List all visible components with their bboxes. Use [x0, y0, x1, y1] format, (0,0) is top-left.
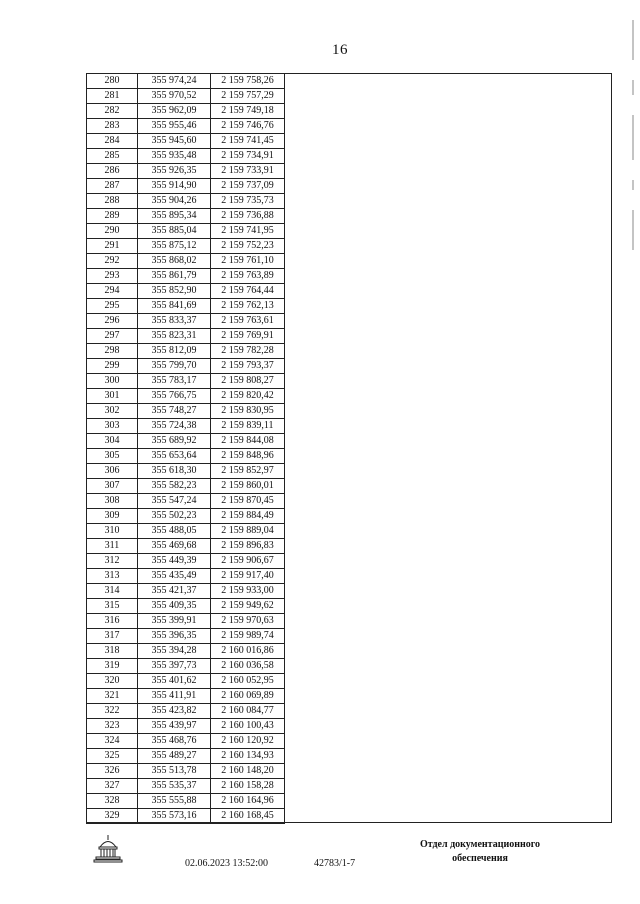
- table-row: [87, 599, 285, 614]
- coordinates-table: [86, 73, 285, 824]
- table-row: [87, 374, 285, 389]
- table-row: [87, 644, 285, 659]
- table-row: [87, 269, 285, 284]
- x-coordinate-cell: 355 449,39: [138, 554, 211, 569]
- point-number-cell: 300: [87, 374, 138, 389]
- x-coordinate-cell: 355 421,37: [138, 584, 211, 599]
- x-coordinate-cell: 355 812,09: [138, 344, 211, 359]
- x-coordinate-cell: 355 861,79: [138, 269, 211, 284]
- point-number-cell: 302: [87, 404, 138, 419]
- point-number-cell: 313: [87, 569, 138, 584]
- point-number-cell: 281: [87, 89, 138, 104]
- x-coordinate-cell: 355 397,73: [138, 659, 211, 674]
- y-coordinate-cell: 2 159 746,76: [211, 119, 285, 134]
- point-number-cell: 294: [87, 284, 138, 299]
- point-number-cell: 315: [87, 599, 138, 614]
- y-coordinate-cell: 2 159 808,27: [211, 374, 285, 389]
- y-coordinate-cell: 2 160 036,58: [211, 659, 285, 674]
- table-row: [87, 149, 285, 164]
- table-row: [87, 614, 285, 629]
- y-coordinate-cell: 2 160 100,43: [211, 719, 285, 734]
- table-row: [87, 584, 285, 599]
- table-row: [87, 134, 285, 149]
- point-number-cell: 329: [87, 809, 138, 824]
- table-row: [87, 569, 285, 584]
- x-coordinate-cell: 355 783,17: [138, 374, 211, 389]
- x-coordinate-cell: 355 833,37: [138, 314, 211, 329]
- y-coordinate-cell: 2 159 917,40: [211, 569, 285, 584]
- x-coordinate-cell: 355 970,52: [138, 89, 211, 104]
- x-coordinate-cell: 355 823,31: [138, 329, 211, 344]
- y-coordinate-cell: 2 159 741,45: [211, 134, 285, 149]
- y-coordinate-cell: 2 159 734,91: [211, 149, 285, 164]
- x-coordinate-cell: 355 914,90: [138, 179, 211, 194]
- x-coordinate-cell: 355 766,75: [138, 389, 211, 404]
- point-number-cell: 312: [87, 554, 138, 569]
- footer-department-line1: Отдел документационного: [419, 839, 541, 850]
- point-number-cell: 290: [87, 224, 138, 239]
- duma-building-emblem-icon: [92, 833, 124, 865]
- x-coordinate-cell: 355 841,69: [138, 299, 211, 314]
- y-coordinate-cell: 2 159 884,49: [211, 509, 285, 524]
- point-number-cell: 296: [87, 314, 138, 329]
- x-coordinate-cell: 355 396,35: [138, 629, 211, 644]
- point-number-cell: 306: [87, 464, 138, 479]
- x-coordinate-cell: 355 955,46: [138, 119, 211, 134]
- x-coordinate-cell: 355 513,78: [138, 764, 211, 779]
- y-coordinate-cell: 2 160 016,86: [211, 644, 285, 659]
- y-coordinate-cell: 2 159 763,89: [211, 269, 285, 284]
- table-row: [87, 764, 285, 779]
- x-coordinate-cell: 355 435,49: [138, 569, 211, 584]
- table-row: [87, 314, 285, 329]
- table-row: [87, 299, 285, 314]
- point-number-cell: 295: [87, 299, 138, 314]
- table-row: [87, 734, 285, 749]
- y-coordinate-cell: 2 159 757,29: [211, 89, 285, 104]
- x-coordinate-cell: 355 502,23: [138, 509, 211, 524]
- x-coordinate-cell: 355 689,92: [138, 434, 211, 449]
- footer-document-number: 42783/1-7: [314, 858, 356, 869]
- point-number-cell: 316: [87, 614, 138, 629]
- scan-edge-marks: [630, 20, 636, 320]
- y-coordinate-cell: 2 159 752,23: [211, 239, 285, 254]
- y-coordinate-cell: 2 159 889,04: [211, 524, 285, 539]
- table-row: [87, 554, 285, 569]
- y-coordinate-cell: 2 159 737,09: [211, 179, 285, 194]
- point-number-cell: 283: [87, 119, 138, 134]
- point-number-cell: 292: [87, 254, 138, 269]
- x-coordinate-cell: 355 469,68: [138, 539, 211, 554]
- y-coordinate-cell: 2 159 933,00: [211, 584, 285, 599]
- x-coordinate-cell: 355 935,48: [138, 149, 211, 164]
- x-coordinate-cell: 355 535,37: [138, 779, 211, 794]
- y-coordinate-cell: 2 159 764,44: [211, 284, 285, 299]
- table-row: [87, 239, 285, 254]
- table-row: [87, 419, 285, 434]
- y-coordinate-cell: 2 159 762,13: [211, 299, 285, 314]
- y-coordinate-cell: 2 159 741,95: [211, 224, 285, 239]
- table-row: [87, 779, 285, 794]
- table-row: [87, 329, 285, 344]
- y-coordinate-cell: 2 159 782,28: [211, 344, 285, 359]
- point-number-cell: 328: [87, 794, 138, 809]
- point-number-cell: 326: [87, 764, 138, 779]
- y-coordinate-cell: 2 160 069,89: [211, 689, 285, 704]
- x-coordinate-cell: 355 489,27: [138, 749, 211, 764]
- point-number-cell: 288: [87, 194, 138, 209]
- table-row: [87, 719, 285, 734]
- footer-department-line2: обеспечения: [452, 853, 508, 864]
- x-coordinate-cell: 355 573,16: [138, 809, 211, 824]
- page-number: 16: [332, 42, 348, 58]
- point-number-cell: 323: [87, 719, 138, 734]
- x-coordinate-cell: 355 852,90: [138, 284, 211, 299]
- y-coordinate-cell: 2 160 164,96: [211, 794, 285, 809]
- point-number-cell: 319: [87, 659, 138, 674]
- y-coordinate-cell: 2 160 148,20: [211, 764, 285, 779]
- table-row: [87, 89, 285, 104]
- table-row: [87, 494, 285, 509]
- point-number-cell: 309: [87, 509, 138, 524]
- y-coordinate-cell: 2 159 860,01: [211, 479, 285, 494]
- y-coordinate-cell: 2 159 769,91: [211, 329, 285, 344]
- table-row: [87, 449, 285, 464]
- y-coordinate-cell: 2 159 830,95: [211, 404, 285, 419]
- point-number-cell: 317: [87, 629, 138, 644]
- x-coordinate-cell: 355 724,38: [138, 419, 211, 434]
- table-row: [87, 389, 285, 404]
- y-coordinate-cell: 2 160 158,28: [211, 779, 285, 794]
- y-coordinate-cell: 2 159 758,26: [211, 74, 285, 89]
- point-number-cell: 299: [87, 359, 138, 374]
- x-coordinate-cell: 355 401,62: [138, 674, 211, 689]
- table-row: [87, 284, 285, 299]
- table-row: [87, 104, 285, 119]
- table-row: [87, 119, 285, 134]
- x-coordinate-cell: 355 945,60: [138, 134, 211, 149]
- x-coordinate-cell: 355 875,12: [138, 239, 211, 254]
- x-coordinate-cell: 355 868,02: [138, 254, 211, 269]
- x-coordinate-cell: 355 468,76: [138, 734, 211, 749]
- point-number-cell: 320: [87, 674, 138, 689]
- y-coordinate-cell: 2 160 084,77: [211, 704, 285, 719]
- y-coordinate-cell: 2 159 906,67: [211, 554, 285, 569]
- table-row: [87, 434, 285, 449]
- x-coordinate-cell: 355 488,05: [138, 524, 211, 539]
- table-row: [87, 509, 285, 524]
- point-number-cell: 298: [87, 344, 138, 359]
- table-row: [87, 179, 285, 194]
- point-number-cell: 324: [87, 734, 138, 749]
- y-coordinate-cell: 2 159 735,73: [211, 194, 285, 209]
- point-number-cell: 305: [87, 449, 138, 464]
- table-row: [87, 344, 285, 359]
- y-coordinate-cell: 2 159 736,88: [211, 209, 285, 224]
- point-number-cell: 289: [87, 209, 138, 224]
- y-coordinate-cell: 2 159 970,63: [211, 614, 285, 629]
- x-coordinate-cell: 355 974,24: [138, 74, 211, 89]
- point-number-cell: 327: [87, 779, 138, 794]
- x-coordinate-cell: 355 748,27: [138, 404, 211, 419]
- point-number-cell: 297: [87, 329, 138, 344]
- y-coordinate-cell: 2 159 763,61: [211, 314, 285, 329]
- footer-department: [400, 838, 560, 866]
- table-row: [87, 629, 285, 644]
- table-row: [87, 479, 285, 494]
- point-number-cell: 280: [87, 74, 138, 89]
- y-coordinate-cell: 2 159 989,74: [211, 629, 285, 644]
- y-coordinate-cell: 2 160 168,45: [211, 809, 285, 824]
- point-number-cell: 287: [87, 179, 138, 194]
- table-row: [87, 254, 285, 269]
- x-coordinate-cell: 355 394,28: [138, 644, 211, 659]
- y-coordinate-cell: 2 160 120,92: [211, 734, 285, 749]
- table-row: [87, 209, 285, 224]
- point-number-cell: 311: [87, 539, 138, 554]
- y-coordinate-cell: 2 159 749,18: [211, 104, 285, 119]
- y-coordinate-cell: 2 160 134,93: [211, 749, 285, 764]
- point-number-cell: 310: [87, 524, 138, 539]
- y-coordinate-cell: 2 159 949,62: [211, 599, 285, 614]
- table-row: [87, 194, 285, 209]
- y-coordinate-cell: 2 159 820,42: [211, 389, 285, 404]
- point-number-cell: 314: [87, 584, 138, 599]
- x-coordinate-cell: 355 799,70: [138, 359, 211, 374]
- x-coordinate-cell: 355 547,24: [138, 494, 211, 509]
- x-coordinate-cell: 355 926,35: [138, 164, 211, 179]
- point-number-cell: 282: [87, 104, 138, 119]
- point-number-cell: 303: [87, 419, 138, 434]
- x-coordinate-cell: 355 582,23: [138, 479, 211, 494]
- table-row: [87, 674, 285, 689]
- y-coordinate-cell: 2 159 870,45: [211, 494, 285, 509]
- table-row: [87, 359, 285, 374]
- footer-datetime: 02.06.2023 13:52:00: [185, 858, 269, 869]
- table-row: [87, 794, 285, 809]
- table-row: [87, 689, 285, 704]
- table-row: [87, 404, 285, 419]
- x-coordinate-cell: 355 399,91: [138, 614, 211, 629]
- y-coordinate-cell: 2 159 848,96: [211, 449, 285, 464]
- point-number-cell: 304: [87, 434, 138, 449]
- point-number-cell: 307: [87, 479, 138, 494]
- table-row: [87, 74, 285, 89]
- x-coordinate-cell: 355 555,88: [138, 794, 211, 809]
- x-coordinate-cell: 355 885,04: [138, 224, 211, 239]
- y-coordinate-cell: 2 159 839,11: [211, 419, 285, 434]
- point-number-cell: 293: [87, 269, 138, 284]
- table-row: [87, 164, 285, 179]
- y-coordinate-cell: 2 159 793,37: [211, 359, 285, 374]
- table-row: [87, 224, 285, 239]
- y-coordinate-cell: 2 160 052,95: [211, 674, 285, 689]
- point-number-cell: 291: [87, 239, 138, 254]
- point-number-cell: 321: [87, 689, 138, 704]
- x-coordinate-cell: 355 618,30: [138, 464, 211, 479]
- y-coordinate-cell: 2 159 852,97: [211, 464, 285, 479]
- table-row: [87, 464, 285, 479]
- y-coordinate-cell: 2 159 761,10: [211, 254, 285, 269]
- table-row: [87, 749, 285, 764]
- point-number-cell: 285: [87, 149, 138, 164]
- y-coordinate-cell: 2 159 896,83: [211, 539, 285, 554]
- x-coordinate-cell: 355 439,97: [138, 719, 211, 734]
- table-row: [87, 659, 285, 674]
- x-coordinate-cell: 355 411,91: [138, 689, 211, 704]
- table-row: [87, 704, 285, 719]
- point-number-cell: 318: [87, 644, 138, 659]
- x-coordinate-cell: 355 962,09: [138, 104, 211, 119]
- table-row: [87, 539, 285, 554]
- x-coordinate-cell: 355 409,35: [138, 599, 211, 614]
- x-coordinate-cell: 355 895,34: [138, 209, 211, 224]
- y-coordinate-cell: 2 159 733,91: [211, 164, 285, 179]
- point-number-cell: 301: [87, 389, 138, 404]
- x-coordinate-cell: 355 904,26: [138, 194, 211, 209]
- point-number-cell: 325: [87, 749, 138, 764]
- y-coordinate-cell: 2 159 844,08: [211, 434, 285, 449]
- x-coordinate-cell: 355 653,64: [138, 449, 211, 464]
- point-number-cell: 322: [87, 704, 138, 719]
- point-number-cell: 308: [87, 494, 138, 509]
- table-row: [87, 809, 285, 824]
- point-number-cell: 286: [87, 164, 138, 179]
- x-coordinate-cell: 355 423,82: [138, 704, 211, 719]
- table-row: [87, 524, 285, 539]
- point-number-cell: 284: [87, 134, 138, 149]
